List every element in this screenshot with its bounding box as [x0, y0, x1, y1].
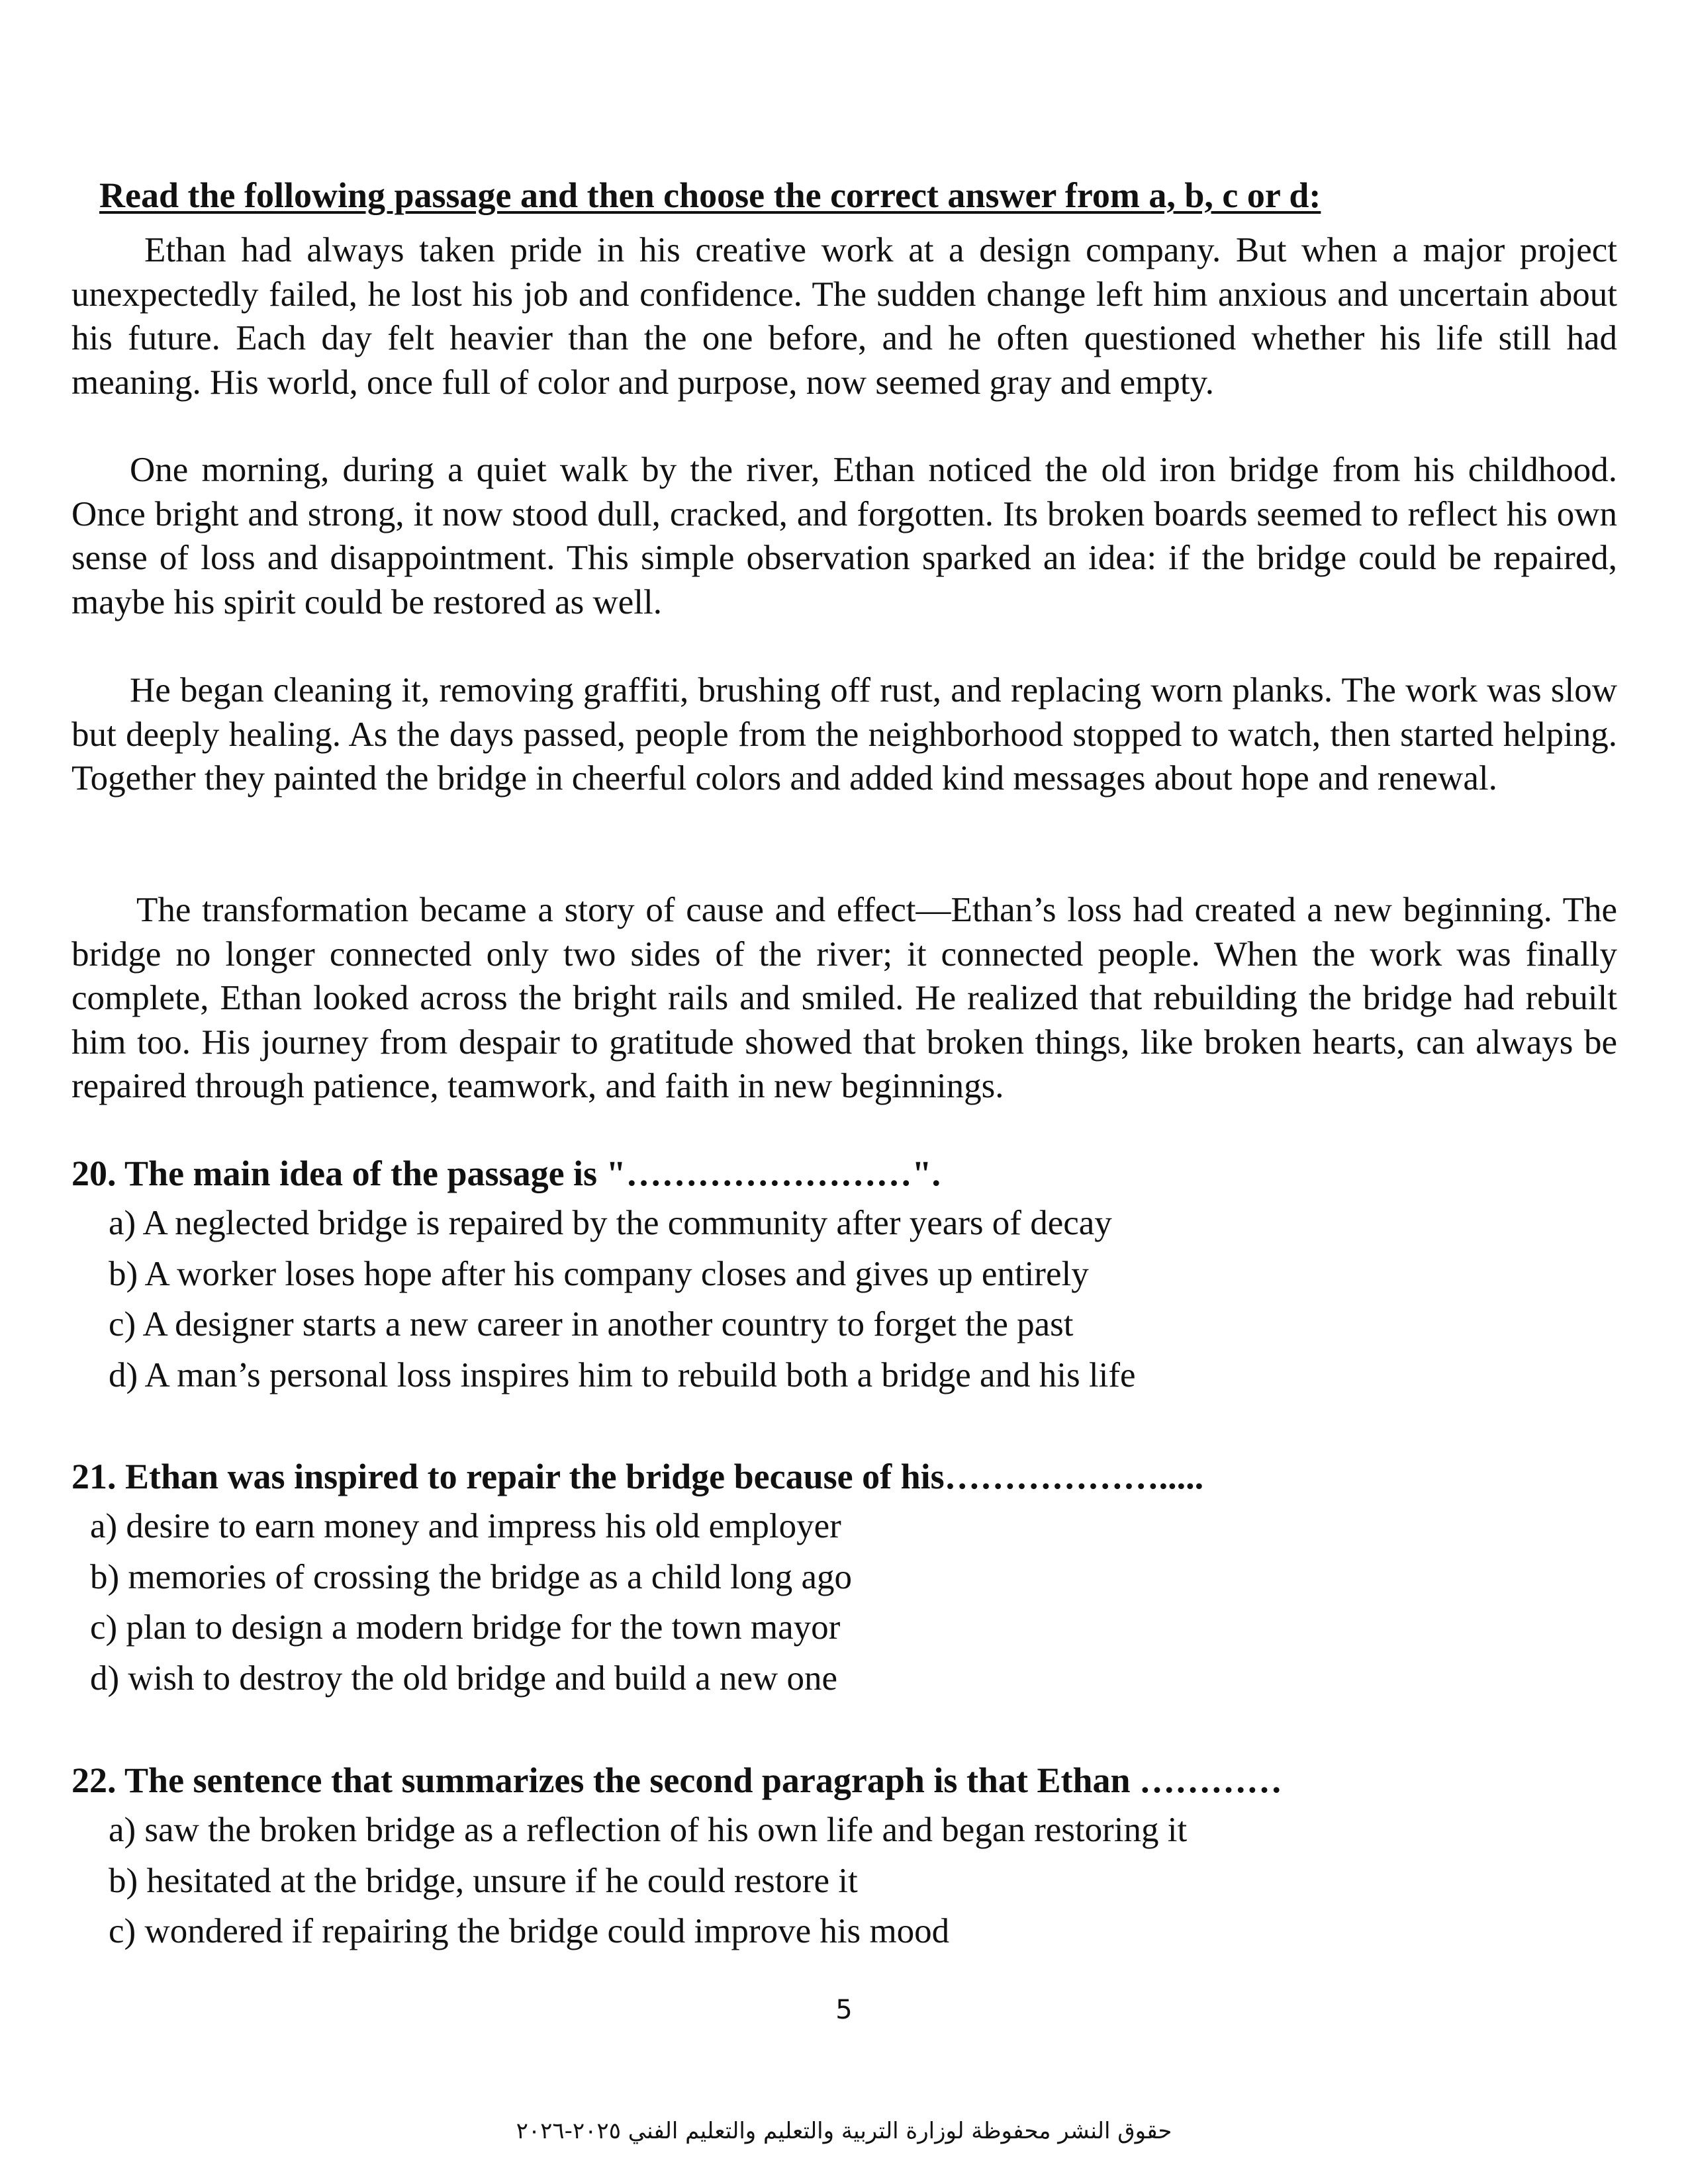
question-21-option-b: b) memories of crossing the bridge as a child long ago	[90, 1557, 852, 1596]
passage-paragraph-3: He began cleaning it, removing graffiti, brushing off rust, and replacing worn planks. The work was slow but deeply healing. As the days passed, people from the neighborhood stopped to watch, then started helping. Together they painted the bridge in cheerful colors and added kind messages about hope and renewal.	[71, 671, 1617, 797]
question-21-stem: 21. Ethan was inspired to repair the bridge because of his……………….....	[71, 1457, 1204, 1496]
page-number: 5	[835, 1995, 853, 2025]
passage-paragraph-1: Ethan had always taken pride in his creative work at a design company. But when a major project unexpectedly failed, he lost his job and confidence. The sudden change left him anxious and uncertain about his future. Each day felt heavier than the one before, and he often questioned whether his life still had meaning. His world, once full of color and purpose, now seemed gray and empty.	[71, 231, 1617, 402]
question-20-option-d: d) A man’s personal loss inspires him to rebuild both a bridge and his life	[109, 1355, 1136, 1394]
question-20-stem: 20. The main idea of the passage is "……………………".	[71, 1154, 941, 1193]
question-21-option-a: a) desire to earn money and impress his old employer	[90, 1507, 841, 1545]
question-21-option-c: c) plan to design a modern bridge for the town mayor	[90, 1608, 841, 1647]
question-22-option-c: c) wondered if repairing the bridge could improve his mood	[109, 1912, 950, 1950]
question-21-options	[90, 1501, 852, 1704]
question-20-option-b: b) A worker loses hope after his company closes and gives up entirely	[109, 1254, 1089, 1293]
question-22-options	[109, 1805, 1187, 1957]
question-22-option-a: a) saw the broken bridge as a reflection of his own life and began restoring it	[109, 1811, 1188, 1849]
instruction-heading: Read the following passage and then choose the correct answer from a, b, c or d:	[99, 175, 1321, 215]
question-21-option-d: d) wish to destroy the old bridge and build a new one	[90, 1659, 837, 1698]
question-20-option-c: c) A designer starts a new career in another country to forget the past	[109, 1305, 1074, 1343]
question-22-stem: 22. The sentence that summarizes the second paragraph is that Ethan …………	[71, 1760, 1283, 1800]
passage-paragraph-4: The transformation became a story of cause and effect—Ethan’s loss had created a new beginning. The bridge no longer connected only two sides of the river; it connected people. When the work was finally complete, Ethan looked across the bright rails and smiled. He realized that rebuilding the bridge had rebuilt him too. His journey from despair to gratitude showed that broken things, like broken hearts, can always be repaired through patience, teamwork, and faith in new beginnings.	[71, 891, 1617, 1105]
question-22-option-b: b) hesitated at the bridge, unsure if he could restore it	[109, 1861, 858, 1900]
question-20-option-a: a) A neglected bridge is repaired by the community after years of decay	[109, 1204, 1112, 1242]
question-20-options	[109, 1198, 1136, 1400]
passage-paragraph-2: One morning, during a quiet walk by the river, Ethan noticed the old iron bridge from his childhood. Once bright and strong, it now stood dull, cracked, and forgotten. Its broken boards seemed to reflect his own sense of loss and disappointment. This simple observation sparked an idea: if the bridge could be repaired, maybe his spirit could be restored as well.	[71, 451, 1617, 621]
copyright-footer: حقوق النشر محفوظة لوزارة التربية والتعليم والتعليم الفني ٢٠٢٥-٢٠٢٦	[516, 2118, 1172, 2144]
